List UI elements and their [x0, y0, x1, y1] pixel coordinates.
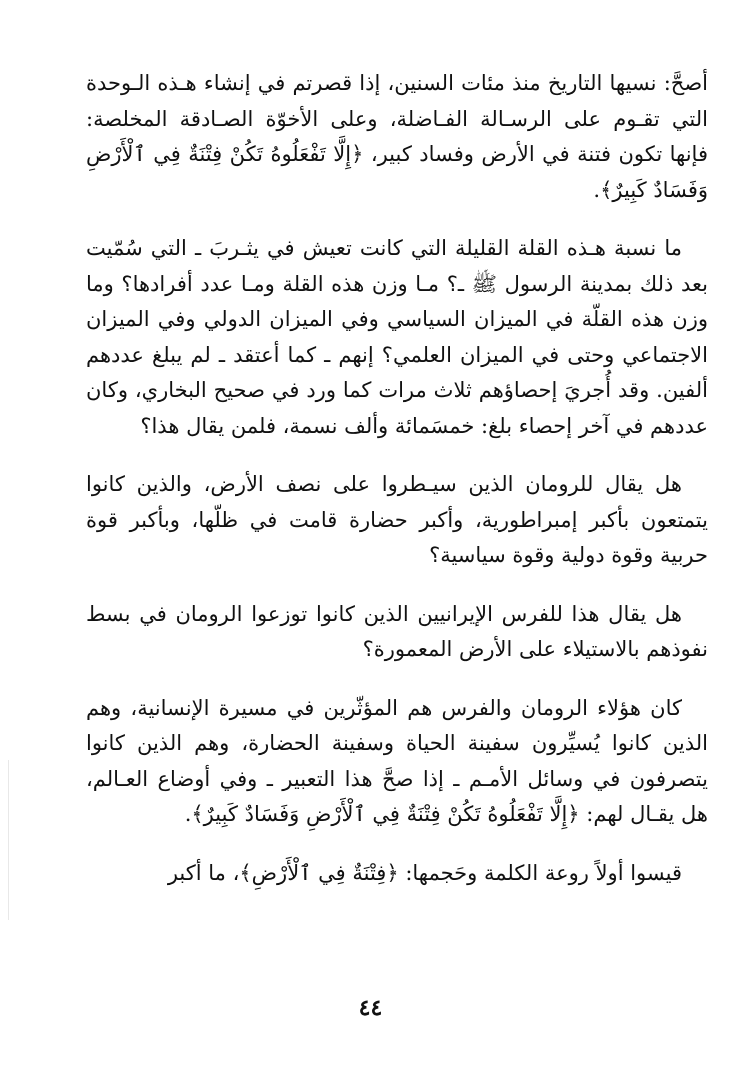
paragraph-1: أصحَّ: نسيها التاريخ منذ مئات السنين، إذا قصرتم في إنشاء هـذه الـوحدة التي تقـوم على الرسـالة الفـاضلة، وعلى الأخوّة الصـادقة المخلصة: فإنها تكون فتنة في الأرض وفساد كبير، ﴿إِلَّا تَفْعَلُوهُ تَكُنْ فِتْنَةٌ فِي ٱلْأَرْضِ وَفَسَادٌ كَبِيرٌ﴾.: [86, 71, 708, 202]
paragraph-4: هل يقال هذا للفرس الإيرانيين الذين كانوا توزعوا الرومان في بسط نفوذهم بالاستيلاء على الأرض المعمورة؟: [86, 601, 708, 661]
paragraph-5: كان هؤلاء الرومان والفرس هم المؤثّرين في مسيرة الإنسانية، وهم الذين كانوا يُسيِّرون سفينة الحياة وسفينة الحضارة، وهم الذين كانوا يتصرفون في وسائل الأمـم ـ إذا صحَّ هذا التعبير ـ وفي أوضاع العـالم، هل يقـال لهم: ﴿إِلَّا تَفْعَلُوهُ تَكُنْ فِتْنَةٌ فِي ٱلْأَرْضِ وَفَسَادٌ كَبِيرٌ﴾.: [86, 695, 708, 826]
page-body: [86, 66, 708, 914]
page-number: ٤٤: [358, 995, 383, 1021]
paragraph-6: قيسوا أولاً روعة الكلمة وحَجمها: ﴿فِتْنَةٌ فِي ٱلْأَرْضِ﴾، ما أكبر: [167, 860, 682, 885]
paragraph-3: هل يقال للرومان الذين سيـطروا على نصف الأرض، والذين كانوا يتمتعون بأكبر إمبراطورية، وأكبر حضارة قامت في ظلّها، وبأكبر قوة حربية وقوة دولية وقوة سياسية؟: [86, 472, 708, 567]
paragraph-2: ما نسبة هـذه القلة القليلة التي كانت تعيش في يثـربَ ـ التي سُمّيت بعد ذلك بمدينة الرسول ﷺ ـ؟ مـا وزن هذه القلة ومـا عدد أفرادها؟ وما وزن هذه القلّة في الميزان السياسي وفي الميزان الدولي وفي الميزان الاجتماعي وحتى في الميزان العلمي؟ إنهم ـ كما أعتقد ـ لم يبلغ عددهم ألفين. وقد أُجريَ إحصاؤهم ثلاث مرات كما ورد في صحيح البخاري، وكان عددهم في آخر إحصاء بلغ: خمسَمائة وألف نسمة، فلمن يقال هذا؟: [86, 236, 708, 438]
scan-margin-line: [8, 760, 9, 920]
